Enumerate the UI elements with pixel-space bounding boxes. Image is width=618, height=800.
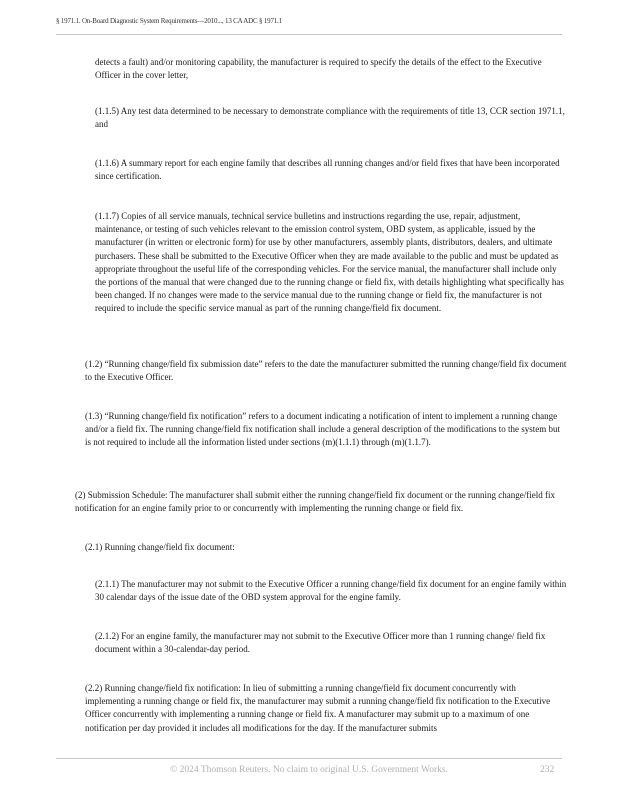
paragraph-1-1-7: (1.1.7) Copies of all service manuals, technical service bulletins and instructions regarding the use, repair, adjustment, maintenance, or testing of such vehicles relevant to the emission control system, OBD system, as applicable, issued by the manufacturer (in written or electronic form) for use by other manufacturers, assembly plants, distributors, dealers, and ultimate purchasers. These shall be submitted to the Executive Officer when they are made available to the public and must be updated as appropriate throughout the useful life of the corresponding vehicles. For the service manual, the manufacturer shall include only the portions of the manual that were changed due to the running change or field fix, with details highlighting what specifically has been changed. If no changes were made to the service manual due to the running change or field fix, the manufacturer is not required to include the specific service manual as part of the running change/field fix document.: [95, 211, 564, 314]
paragraph-2-1-2: (2.1.2) For an engine family, the manufacturer may not submit to the Executive Officer more than 1 running change/ field fix document within a 30-calendar-day period.: [95, 631, 546, 655]
copyright-notice: © 2024 Thomson Reuters. No claim to original U.S. Government Works.: [170, 765, 448, 775]
paragraph-1-2: (1.2) “Running change/field fix submission date” refers to the date the manufacturer submitted the running change/field fix document to the Executive Officer.: [85, 359, 567, 383]
paragraph-2: (2) Submission Schedule: The manufacturer shall submit either the running change/field fix document or the running change/field fix notification for an engine family prior to or concurrently with implementing the running change or field fix.: [75, 490, 555, 514]
header-divider: [56, 34, 562, 35]
paragraph-2-2: (2.2) Running change/field fix notification: In lieu of submitting a running change/field fix document concurrently with implementing a running change or field fix, the manufacturer may submit a running change/field fix notification to the Executive Officer concurrently with implementing a running change or field fix. A manufacturer may submit up to a maximum of one notification per day provided it includes all modifications for the day. If the manufacturer submits: [85, 683, 551, 733]
footer-divider: [56, 758, 562, 759]
paragraph-1-3: (1.3) “Running change/field fix notification” refers to a document indicating a notification of intent to implement a running change and/or a field fix. The running change/field fix notification shall include a general description of the modifications to the system but is not required to include all the information listed under sections (m)(1.1.1) through (m)(1.1.7).: [85, 411, 560, 448]
running-head: § 1971.1. On-Board Diagnostic System Requirements—2010..., 13 CA ADC § 1971.1: [56, 17, 282, 25]
paragraph-2-1-1: (2.1.1) The manufacturer may not submit to the Executive Officer a running change/field fix document for an engine family within 30 calendar days of the issue date of the OBD system approval for the engine family.: [95, 579, 567, 603]
paragraph-1-1-5: (1.1.5) Any test data determined to be necessary to demonstrate compliance with the requirements of title 13, CCR section 1971.1, and: [95, 106, 565, 130]
paragraph-continued: detects a fault) and/or monitoring capability, the manufacturer is required to specify the details of the effect to the Executive Officer in the cover letter,: [95, 57, 542, 81]
page-number: 232: [540, 765, 555, 775]
paragraph-2-1: (2.1) Running change/field fix document:: [85, 542, 235, 552]
paragraph-1-1-6: (1.1.6) A summary report for each engine family that describes all running changes and/or field fixes that have been incorporated since certification.: [95, 158, 560, 182]
